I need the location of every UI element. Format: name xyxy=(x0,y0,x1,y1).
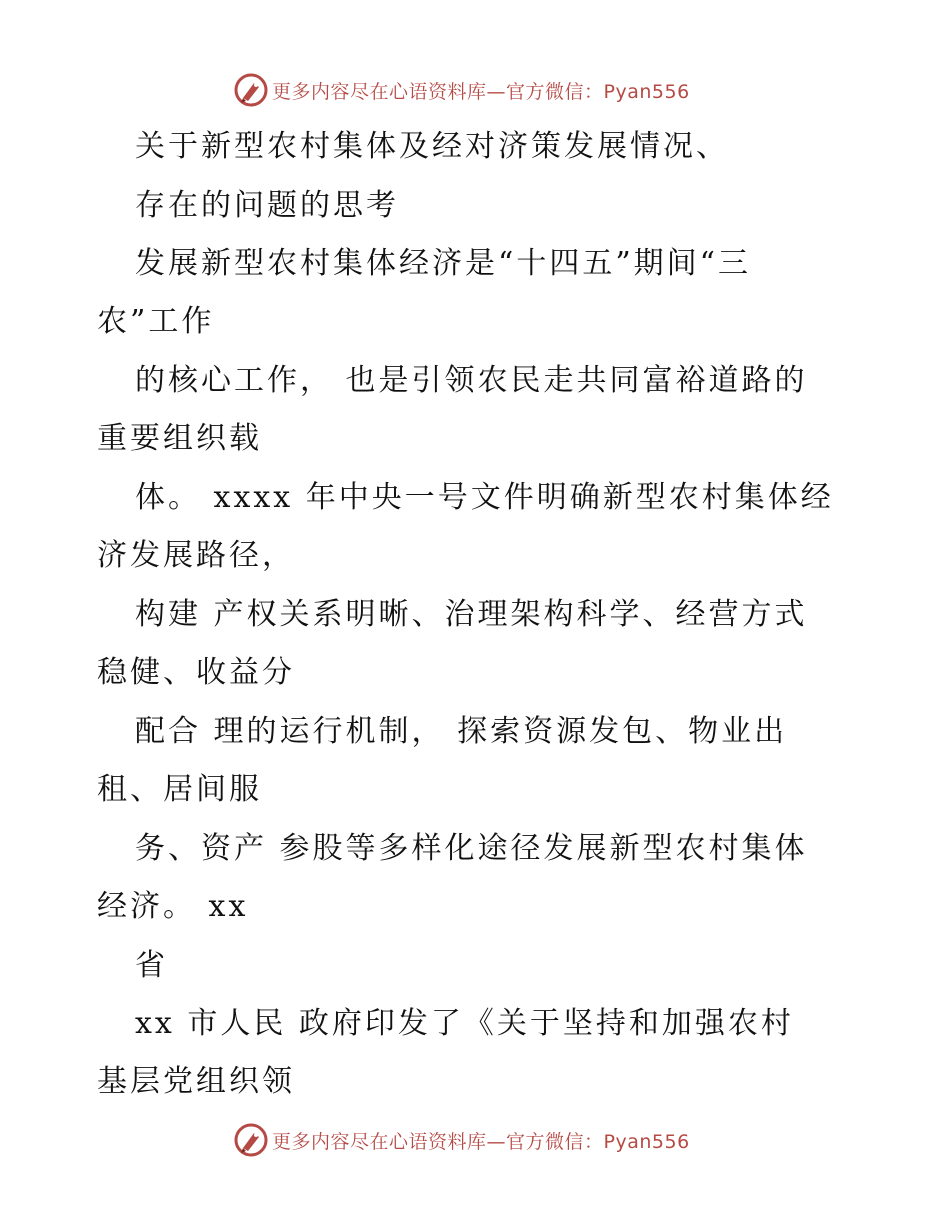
body-line-8: 济发展路径， xyxy=(97,538,295,573)
footer-banner-text xyxy=(272,1127,690,1154)
body-line-5: 的核心工作， 也是引领农民走共同富裕道路的 xyxy=(135,363,808,398)
body-line-3: 发展新型农村集体经济是“十四五”期间“三 xyxy=(135,246,752,281)
header-banner xyxy=(234,70,690,110)
footer-separator: — xyxy=(486,1130,507,1153)
body-line-16: xx 市人民 政府印发了《关于坚持和加强农村 xyxy=(135,1006,794,1041)
body-line-14: 经济。 xx xyxy=(97,889,249,924)
body-line-7: 体。 xxxx 年中央一号文件明确新型农村集体经 xyxy=(135,480,834,515)
body-line-11: 配合 理的运行机制， 探索资源发包、物业出 xyxy=(135,714,788,749)
header-separator: — xyxy=(486,80,507,103)
body-line-6: 重要组织载 xyxy=(97,421,262,456)
footer-banner xyxy=(234,1120,690,1160)
pen-logo-icon xyxy=(234,73,268,107)
footer-site-text: 更多内容尽在心语资料库 xyxy=(272,1130,487,1153)
body-line-10: 稳健、收益分 xyxy=(97,655,295,690)
header-banner-text xyxy=(272,77,690,104)
body-line-2: 存在的问题的思考 xyxy=(135,188,399,223)
body-line-4: 农”工作 xyxy=(97,304,215,339)
pen-logo-icon xyxy=(234,1123,268,1157)
body-line-13: 务、资产 参股等多样化途径发展新型农村集体 xyxy=(135,831,808,866)
body-line-15: 省 xyxy=(135,948,168,983)
footer-wechat-text: 官方微信：Pyan556 xyxy=(506,1130,690,1153)
body-line-17: 基层党组织领 xyxy=(97,1064,295,1099)
body-line-12: 租、居间服 xyxy=(97,772,262,807)
body-line-1: 关于新型农村集体及经对济策发展情况、 xyxy=(135,129,729,164)
header-site-text: 更多内容尽在心语资料库 xyxy=(272,80,487,103)
header-wechat-text: 官方微信：Pyan556 xyxy=(506,80,690,103)
body-line-9: 构建 产权关系明晰、治理架构科学、经营方式 xyxy=(135,597,808,632)
